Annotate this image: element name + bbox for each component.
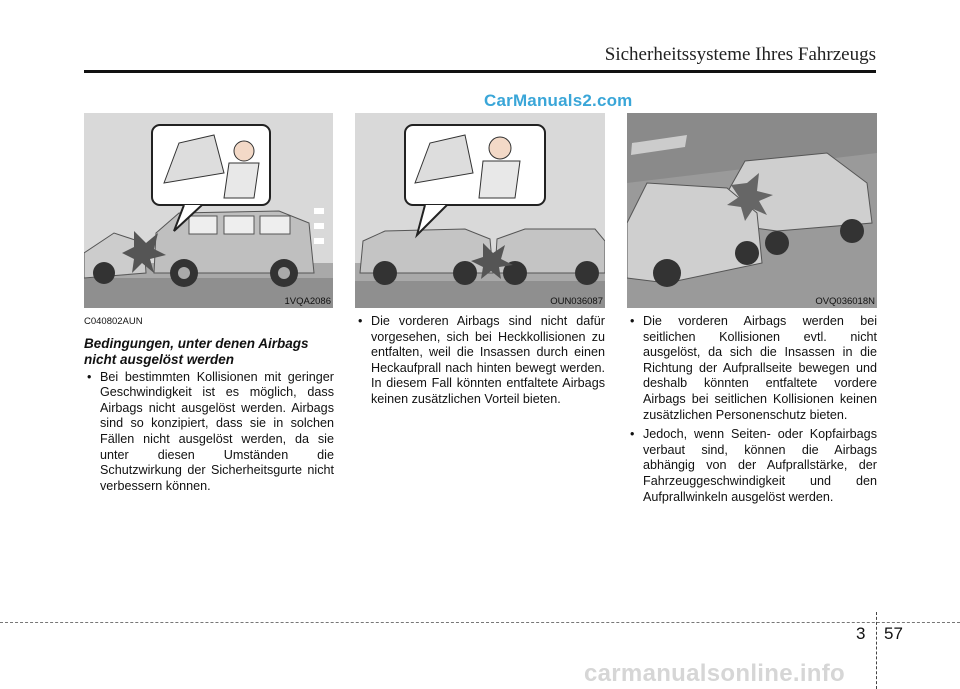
- list-item: • Die vorderen Airbags werden bei seitlichen Kollisionen evtl. nicht ausgelöst, da sich die Insassen in die Richtung der Aufprallseite bewegen und deshalb könnten entfaltete vordere Airbags bei seitlichen Kollisionen keinen zusätzlichen Personenschutz bieten.: [627, 314, 877, 423]
- figure-rear-collision-1: [84, 113, 333, 308]
- watermark-top: CarManuals2.com: [484, 91, 633, 110]
- column-right: [627, 314, 877, 509]
- reference-code: C040802AUN: [84, 316, 143, 327]
- figure-side-collision: [627, 113, 877, 308]
- side-collision-illustration-icon: [627, 113, 877, 308]
- rear-end-collision-illustration-icon: [355, 113, 605, 308]
- figure-code: 1VQA2086: [284, 296, 331, 307]
- list-item: • Jedoch, wenn Seiten- oder Kopfairbags verbaut sind, können die Airbags abhängig von der Aufprallstärke, der Fahrzeuggeschwindigkeit und den Aufprallwinkeln ausgelöst werden.: [627, 427, 877, 505]
- figure-code: OVQ036018N: [815, 296, 875, 307]
- list-item: • Bei bestimmten Kollisionen mit geringer Geschwindigkeit ist es möglich, dass Airbags nicht ausgelöst werden. Airbags sind so konzipiert, dass sie in solchen Fällen nicht ausgelöst werden, da sie unter diesen Umständen die Schutzwirkung der Sicherheitsgurte nicht verbessern können.: [84, 370, 334, 495]
- page-header-title: Sicherheitssysteme Ihres Fahrzeugs: [604, 44, 876, 65]
- page-number: 57: [884, 624, 903, 643]
- bullet-list: [627, 314, 877, 505]
- footer-rule: [0, 622, 960, 623]
- column-left: [84, 314, 334, 498]
- bullet-list: [84, 370, 334, 495]
- bullet-list: [355, 314, 605, 408]
- figure-rear-collision-2: [355, 113, 605, 308]
- rear-end-collision-illustration-icon: [84, 113, 333, 308]
- chapter-number: 3: [856, 624, 866, 643]
- section-subheading: Bedingungen, unter denen Airbags nicht ausgelöst werden: [84, 335, 309, 367]
- page-number-separator: [876, 612, 878, 689]
- figure-code: OUN036087: [550, 296, 603, 307]
- watermark-bottom: carmanualsonline.info: [584, 660, 846, 687]
- column-middle: [355, 314, 605, 412]
- header-rule: [84, 70, 876, 73]
- list-item: • Die vorderen Airbags sind nicht dafür vorgesehen, sich bei Heckkollisionen zu entfalten, weil die Insassen durch einen Heckaufprall nach hinten bewegt werden. In diesem Fall könnten entfaltete Airbags keinen zusätzlichen Vorteil bieten.: [355, 314, 605, 408]
